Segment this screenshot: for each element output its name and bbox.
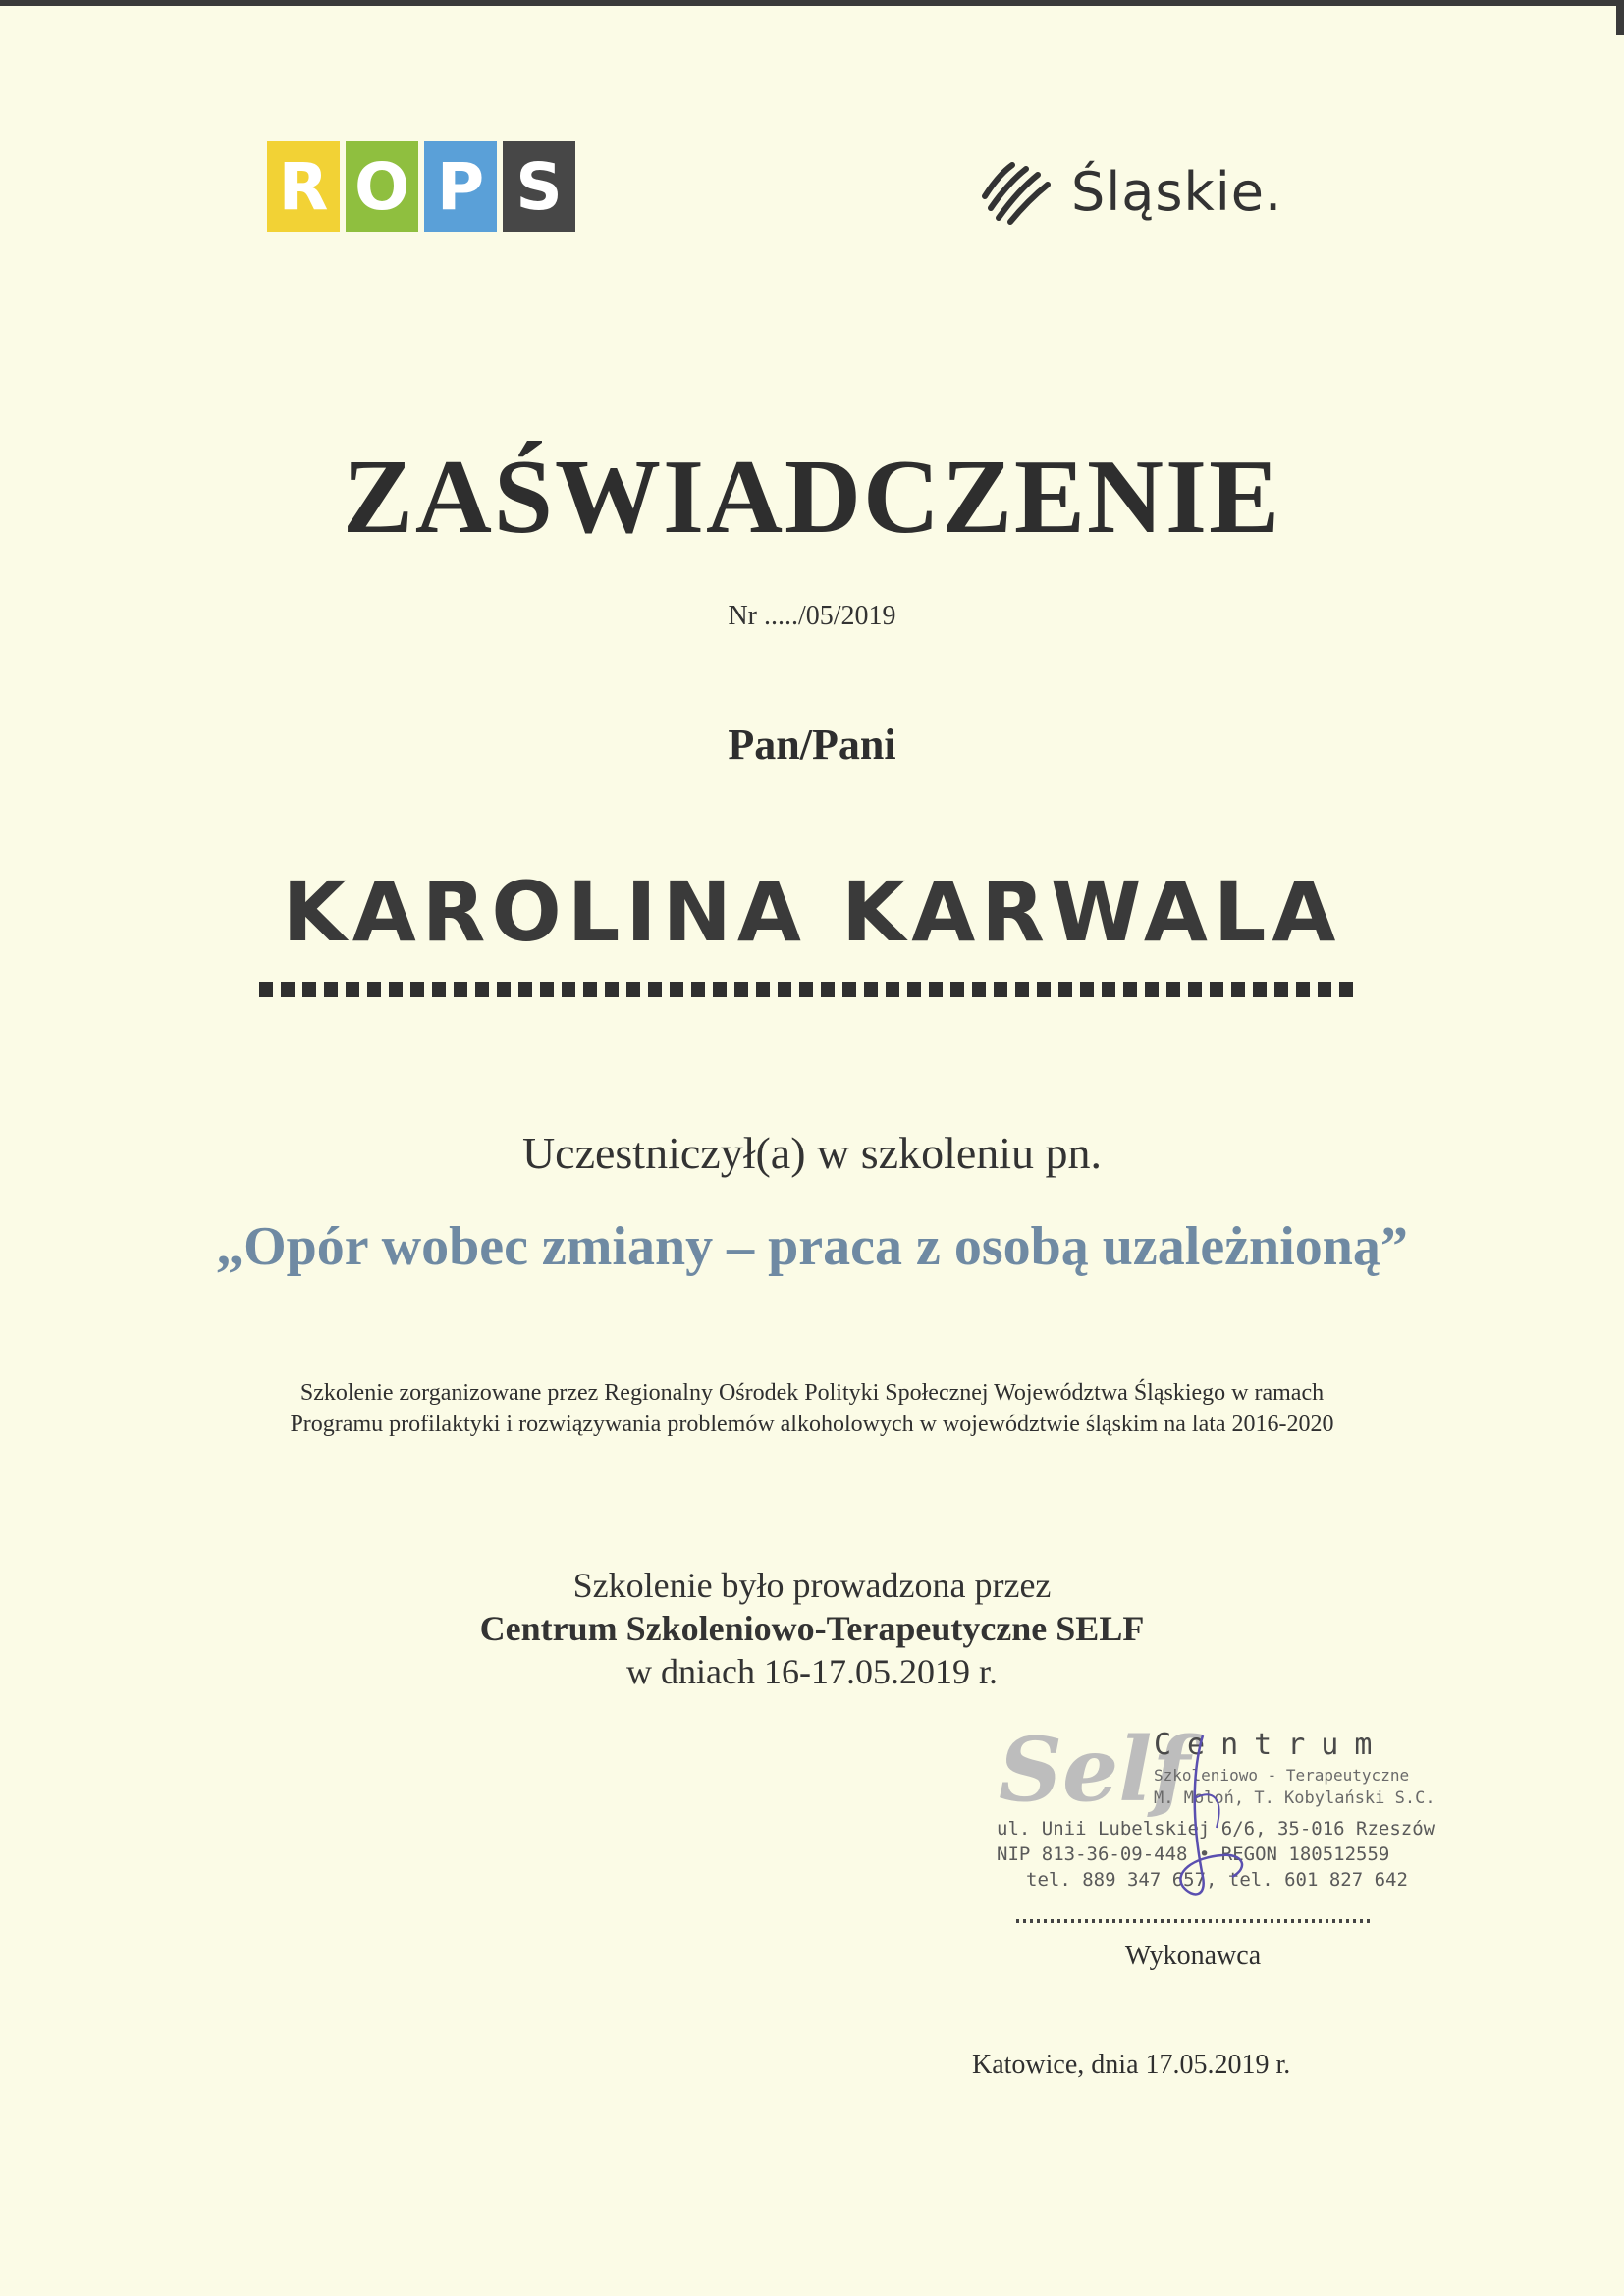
- certificate-number: Nr ...../05/2019: [728, 601, 896, 631]
- rops-tile-o: O: [346, 141, 418, 232]
- company-stamp: [997, 1710, 1438, 1906]
- place-and-date: Katowice, dnia 17.05.2019 r.: [972, 2050, 1291, 2080]
- conducted-by: [0, 1564, 1624, 1693]
- slaskie-stripes-icon: [977, 157, 1054, 226]
- organizer-line-2: Programu profilaktyki i rozwiązywania problemów alkoholowych w województwie śląskim na lata 2016-2020: [290, 1412, 1334, 1437]
- organizer-line-1: Szkolenie zorganizowane przez Regionalny Ośrodek Polityki Społecznej Województwa Śląskiego w ramach: [299, 1380, 1325, 1406]
- rops-tile-s: S: [503, 141, 575, 232]
- rops-tile-p: P: [424, 141, 497, 232]
- scan-edge: [0, 0, 1624, 6]
- participation-text: Uczestniczył(a) w szkoleniu pn.: [521, 1128, 1103, 1178]
- stamp-line-2: M. Moloń, T. Kobylański S.C.: [1154, 1789, 1435, 1808]
- stamp-line-3: ul. Unii Lubelskiej 6/6, 35-016 Rzeszów: [997, 1818, 1435, 1840]
- stamp-line-4: NIP 813-36-09-448 • REGON 180512559: [997, 1843, 1390, 1865]
- rops-logo: [267, 141, 575, 232]
- rops-tile-r: R: [267, 141, 340, 232]
- organizer-info: [0, 1377, 1624, 1440]
- self-stamp-logo: Self: [999, 1718, 1191, 1822]
- stamp-centrum: Centrum: [1154, 1728, 1388, 1762]
- slaskie-wordmark: Śląskie.: [1071, 160, 1283, 223]
- contractor-label: Wykonawca: [1124, 1941, 1262, 1971]
- scan-edge-corner: [1616, 0, 1624, 35]
- recipient-name: KAROLINA KARWALA: [282, 864, 1342, 960]
- salutation: Pan/Pani: [728, 721, 896, 769]
- trainer-organization: Centrum Szkoleniowo-Terapeutyczne SELF: [479, 1609, 1145, 1648]
- signature-line: [1016, 1919, 1370, 1923]
- slaskie-logo: [977, 157, 1282, 226]
- name-underline: [259, 982, 1361, 997]
- training-dates: w dniach 16-17.05.2019 r.: [626, 1652, 998, 1691]
- course-title: „Opór wobec zmiany – praca z osobą uzależnioną”: [216, 1216, 1408, 1277]
- stamp-line-5: tel. 889 347 657, tel. 601 827 642: [1026, 1869, 1408, 1891]
- certificate-title: ZAŚWIADCZENIE: [342, 439, 1282, 556]
- handwritten-signature: [1134, 1730, 1272, 1906]
- stamp-line-1: Szkoleniowo - Terapeutyczne: [1154, 1766, 1410, 1785]
- conducted-line-1: Szkolenie było prowadzona przez: [572, 1566, 1052, 1605]
